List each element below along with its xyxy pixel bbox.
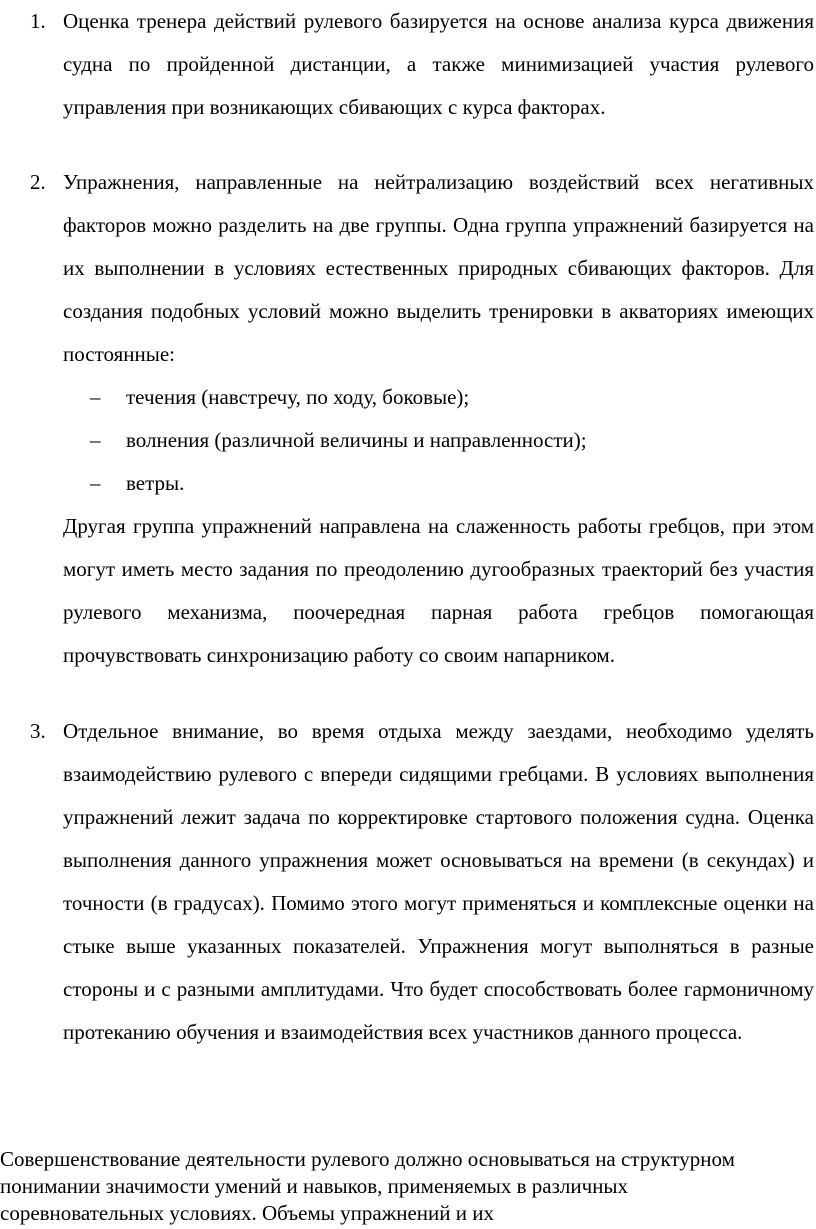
list-item-1 [30,0,816,129]
dash-list-item [63,462,814,505]
list-item-2 [30,161,816,677]
list-item-text: Оценка тренера действий рулевого базируется на основе анализа курса движения судна по пройденной дистанции, а также минимизацией участия рулевого управления при возникающих сбивающих с курса факторах. [63,9,814,119]
dash-item-text: волнения (различной величины и направленности); [126,428,587,452]
body-paragraph: Совершенствование деятельности рулевого должно основываться на структурном понимании значимости умений и навыков, применяемых в различных соревновательных условиях. Объемы упражнений и их [0,1147,735,1225]
list-number: 2. [30,170,46,194]
list-number: 3. [30,719,46,743]
dash-item-text: ветры. [126,471,185,495]
dash-bullet: – [90,385,101,409]
dash-list-item [63,419,814,462]
list-item-text: Упражнения, направленные на нейтрализацию воздействий всех негативных факторов можно разделить на две группы. Одна группа упражнений базируется на их выполнении в условиях естественных природных сбивающих факторов. Для создания подобных условий можно выделить тренировки в акваториях имеющих постоянные: [63,170,814,366]
list-item-3 [30,710,816,1054]
list-item-text: Отдельное внимание, во время отдыха между заездами, необходимо уделять взаимодействию рулевого с впереди сидящими гребцами. В условиях выполнения упражнений лежит задача по корректировке стартового положения судна. Оценка выполнения данного упражнения может основываться на времени (в секундах) и точности (в градусах). Помимо этого могут применяться и комплексные оценки на стыке выше указанных показателей. Упражнения могут выполняться в разные стороны и с разными амплитудами. Что будет способствовать более гармоничному протеканию обучения и взаимодействия всех участников данного процесса. [63,719,814,1044]
dash-list [63,376,814,505]
list-item-continuation: Другая группа упражнений направлена на слаженность работы гребцов, при этом могут иметь место задания по преодолению дугообразных траекторий без участия рулевого механизма, поочередная парная работа гребцов помогающая прочувствовать синхронизацию работу со своим напарником. [63,514,814,667]
dash-bullet: – [90,428,101,452]
list-number: 1. [30,9,46,33]
dash-bullet: – [90,471,101,495]
dash-list-item [63,376,814,419]
dash-item-text: течения (навстречу, по ходу, боковые); [126,385,470,409]
